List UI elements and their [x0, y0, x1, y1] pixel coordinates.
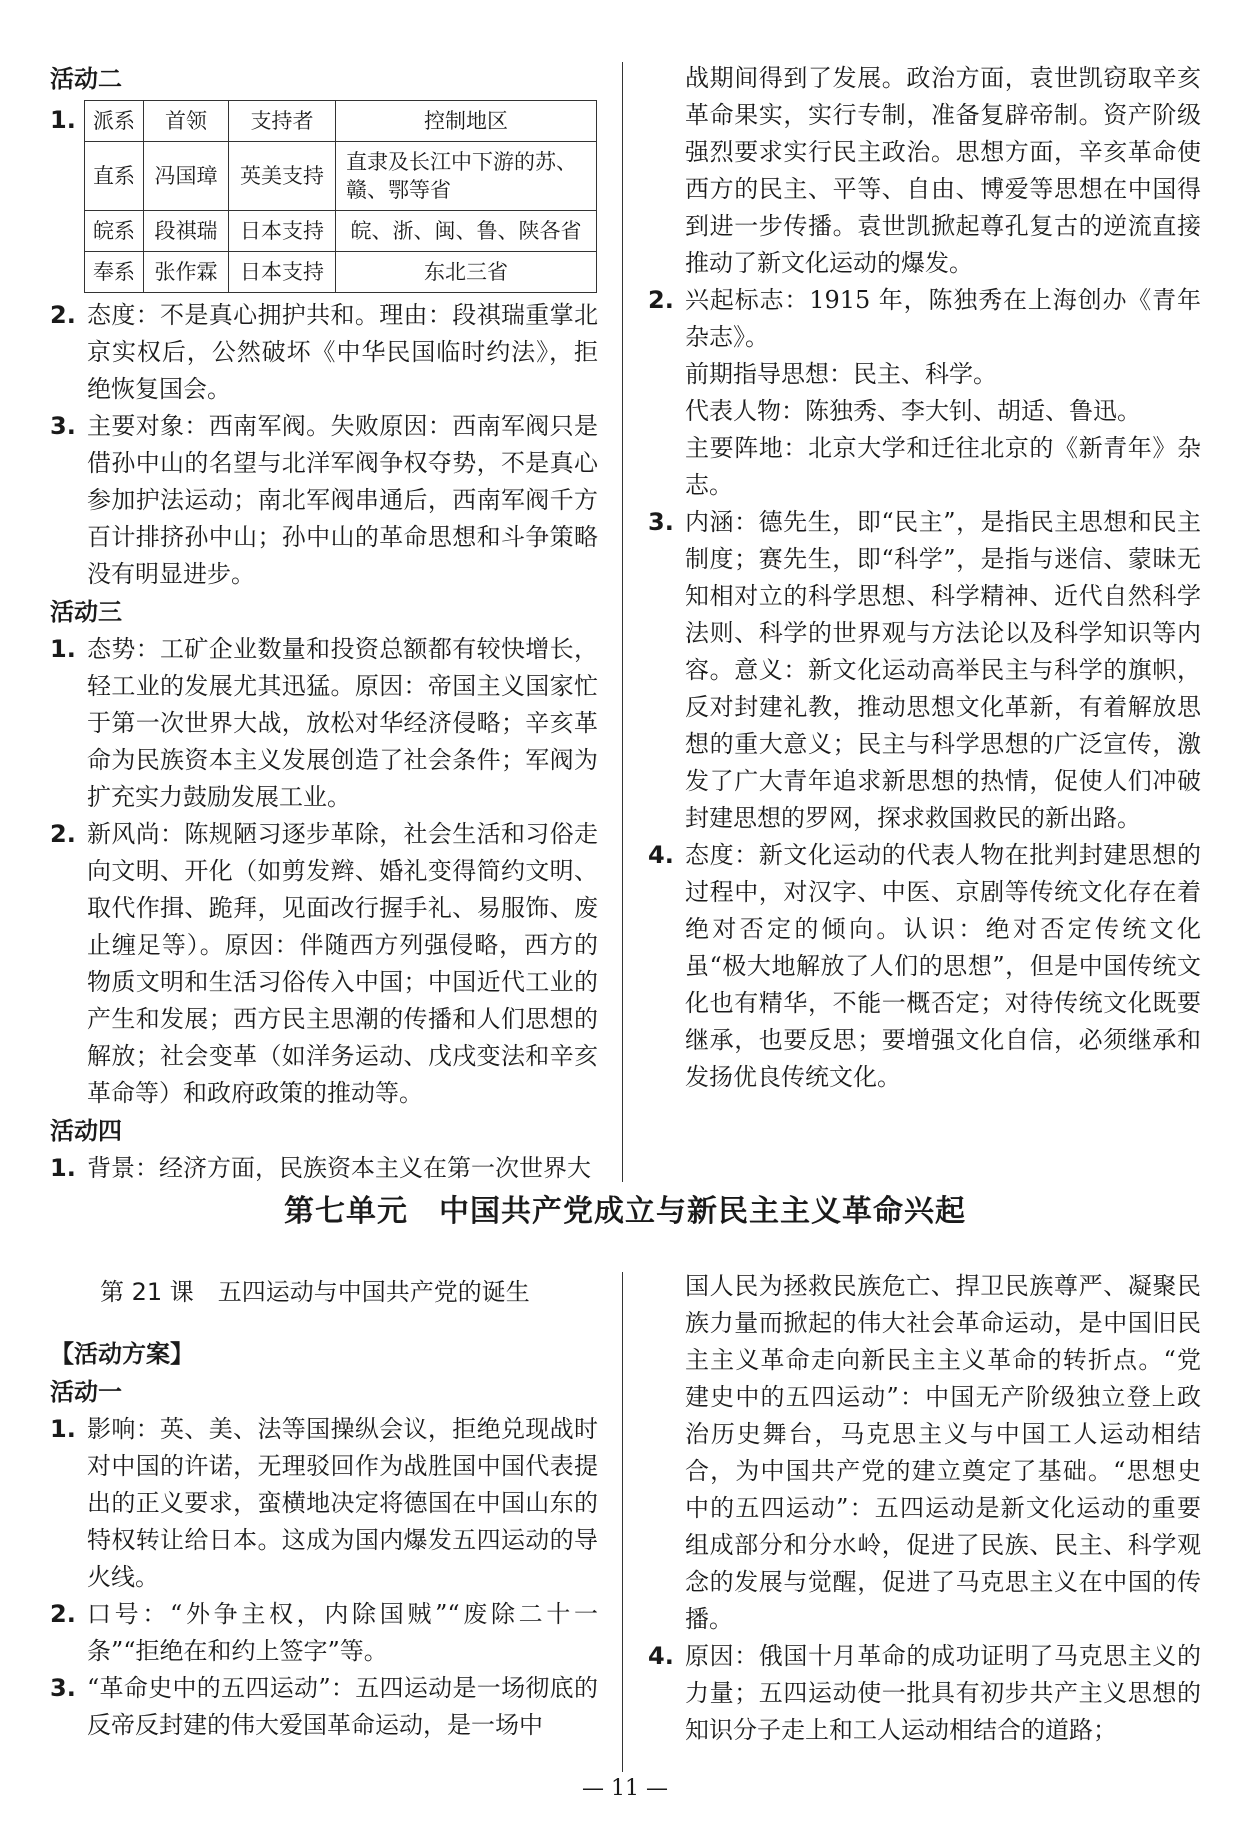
table-row: [85, 211, 597, 252]
item-number: 3.: [50, 1674, 76, 1702]
table-cell: 直系: [85, 142, 144, 211]
activity-2-heading: 活动二: [50, 65, 122, 93]
answer-item: [648, 504, 1201, 837]
item-number: 2.: [50, 820, 76, 848]
answer-text: 内涵：德先生，即“民主”，是指民主思想和民主制度；赛先生，即“科学”，是指与迷信、蒙昧无知相对立的科学思想、科学精神、近代自然科学法则、科学的世界观与方法论以及科学知识等内容。意义：新文化运动高举民主与科学的旗帜，反对封建礼教，推动思想文化革新，有着解放思想的重大意义；民主与科学思想的广泛宣传，激发了广大青年追求新思想的热情，促使人们冲破封建思想的罗网，探求救国救民的新出路。: [685, 508, 1201, 832]
answer-item: [648, 837, 1201, 1096]
table-cell: 日本支持: [229, 252, 336, 293]
answer-text: 主要对象：西南军阀。失败原因：西南军阀只是借孙中山的名望与北洋军阀争权夺势，不是真心参加护法运动；南北军阀串通后，西南军阀千方百计排挤孙中山；孙中山的革命思想和斗争策略没有明显进步。: [87, 412, 598, 588]
answer-line: 代表人物：陈独秀、李大钊、胡适、鲁迅。: [685, 397, 1141, 425]
answer-item: [50, 1596, 598, 1670]
item-number: 2.: [50, 1600, 76, 1628]
item-number: 3.: [50, 412, 76, 440]
unit-title: 第七单元 中国共产党成立与新民主主义革命兴起: [284, 1194, 966, 1229]
table-header-cell: 控制地区: [336, 101, 597, 142]
answer-line: 兴起标志：1915 年，陈独秀在上海创办《青年杂志》。: [685, 286, 1201, 351]
item-number: 4.: [648, 1642, 674, 1670]
table-header-cell: 支持者: [229, 101, 336, 142]
answer-text: 态度：不是真心拥护共和。理由：段祺瑞重掌北京实权后，公然破坏《中华民国临时约法》，拒绝恢复国会。: [87, 301, 598, 403]
item-number: 1.: [50, 635, 76, 663]
answer-text: 原因：俄国十月革命的成功证明了马克思主义的力量；五四运动使一批具有初步共产主义思想的知识分子走上和工人运动相结合的道路；: [685, 1642, 1201, 1744]
answer-text: 背景：经济方面，民族资本主义在第一次世界大: [87, 1154, 591, 1182]
bottom-left-column: [50, 1268, 598, 1744]
table-cell: 皖系: [85, 211, 144, 252]
table-cell: 皖、浙、闽、鲁、陕各省: [336, 211, 597, 252]
item-number: 3.: [648, 508, 674, 536]
answer-text: 态度：新文化运动的代表人物在批判封建思想的过程中，对汉字、中医、京剧等传统文化存在着绝对否定的倾向。认识：绝对否定传统文化虽“极大地解放了人们的思想”，但是中国传统文化也有精华，不能一概否定；对待传统文化既要继承，也要反思；要增强文化自信，必须继承和发扬优良传统文化。: [685, 841, 1201, 1091]
table-row: [85, 142, 597, 211]
table-cell: 直隶及长江中下游的苏、赣、鄂等省: [336, 142, 597, 211]
table-header-row: [85, 101, 597, 142]
item-number: 1.: [50, 106, 76, 134]
item-number: 4.: [648, 841, 674, 869]
item-number: 2.: [648, 286, 674, 314]
activity-3-heading: 活动三: [50, 598, 122, 626]
activity-plan-heading: 【活动方案】: [50, 1340, 194, 1368]
item-number: 2.: [50, 301, 76, 329]
table-cell: 段祺瑞: [144, 211, 229, 252]
answer-text: “革命史中的五四运动”：五四运动是一场彻底的反帝反封建的伟大爱国革命运动，是一场中: [87, 1674, 598, 1739]
answer-item: [50, 297, 598, 408]
column-divider: [622, 62, 623, 1182]
column-divider: [622, 1272, 623, 1772]
table-cell: 日本支持: [229, 211, 336, 252]
item-number: 1.: [50, 1154, 76, 1182]
answer-item: [50, 816, 598, 1112]
table-cell: 冯国璋: [144, 142, 229, 211]
top-right-column: [648, 60, 1201, 1096]
table-header-cell: 派系: [85, 101, 144, 142]
activity-1-heading: 活动一: [50, 1378, 122, 1406]
answer-item: [648, 1638, 1201, 1749]
table-cell: 英美支持: [229, 142, 336, 211]
activity-4-heading: 活动四: [50, 1117, 122, 1145]
table-cell: 奉系: [85, 252, 144, 293]
table-row: [85, 252, 597, 293]
table-header-cell: 首领: [144, 101, 229, 142]
answer-item: [50, 1670, 598, 1744]
warlord-table: [84, 100, 597, 293]
answer-item: [648, 282, 1201, 504]
page-number: — 11 —: [582, 1776, 668, 1801]
answer-text: 态势：工矿企业数量和投资总额都有较快增长，轻工业的发展尤其迅猛。原因：帝国主义国家忙于第一次世界大战，放松对华经济侵略；辛亥革命为民族资本主义发展创造了社会条件；军阀为扩充实力鼓励发展工业。: [87, 635, 598, 811]
continued-text: 国人民为拯救民族危亡、捍卫民族尊严、凝聚民族力量而掀起的伟大社会革命运动，是中国旧民主主义革命走向新民主主义革命的转折点。“党建史中的五四运动”：中国无产阶级独立登上政治历史舞台，马克思主义与中国工人运动相结合，为中国共产党的建立奠定了基础。“思想史中的五四运动”：五四运动是新文化运动的重要组成部分和分水岭，促进了民族、民主、科学观念的发展与觉醒，促进了马克思主义在中国的传播。: [685, 1272, 1201, 1633]
item-number: 1.: [50, 1415, 76, 1443]
answer-item: [50, 408, 598, 593]
answer-line: 前期指导思想：民主、科学。: [685, 360, 997, 388]
answer-item: [50, 1150, 598, 1187]
answer-text: 口号：“外争主权，内除国贼”“废除二十一条”“拒绝在和约上签字”等。: [87, 1600, 598, 1665]
lesson-title: 第 21 课 五四运动与中国共产党的诞生: [100, 1278, 530, 1306]
top-left-column: [50, 60, 598, 1187]
table-cell: 东北三省: [336, 252, 597, 293]
answer-line: 主要阵地：北京大学和迁往北京的《新青年》杂志。: [685, 434, 1201, 499]
answer-text: 影响：英、美、法等国操纵会议，拒绝兑现战时对中国的许诺，无理驳回作为战胜国中国代表提出的正义要求，蛮横地决定将德国在中国山东的特权转让给日本。这成为国内爆发五四运动的导火线。: [87, 1415, 598, 1591]
table-cell: 张作霖: [144, 252, 229, 293]
bottom-right-column: [648, 1268, 1201, 1749]
continued-text: 战期间得到了发展。政治方面，袁世凯窃取辛亥革命果实，实行专制，准备复辟帝制。资产阶级强烈要求实行民主政治。思想方面，辛亥革命使西方的民主、平等、自由、博爱等思想在中国得到进一步传播。袁世凯掀起尊孔复古的逆流直接推动了新文化运动的爆发。: [685, 64, 1201, 277]
answer-item: [50, 1411, 598, 1596]
warlord-table-block: [50, 100, 598, 293]
answer-item: [50, 631, 598, 816]
answer-text: 新风尚：陈规陋习逐步革除，社会生活和习俗走向文明、开化（如剪发辫、婚礼变得简约文明、取代作揖、跪拜，见面改行握手礼、易服饰、废止缠足等）。原因：伴随西方列强侵略，西方的物质文明和生活习俗传入中国；中国近代工业的产生和发展；西方民主思潮的传播和人们思想的解放；社会变革（如洋务运动、戊戌变法和辛亥革命等）和政府政策的推动等。: [87, 820, 598, 1107]
